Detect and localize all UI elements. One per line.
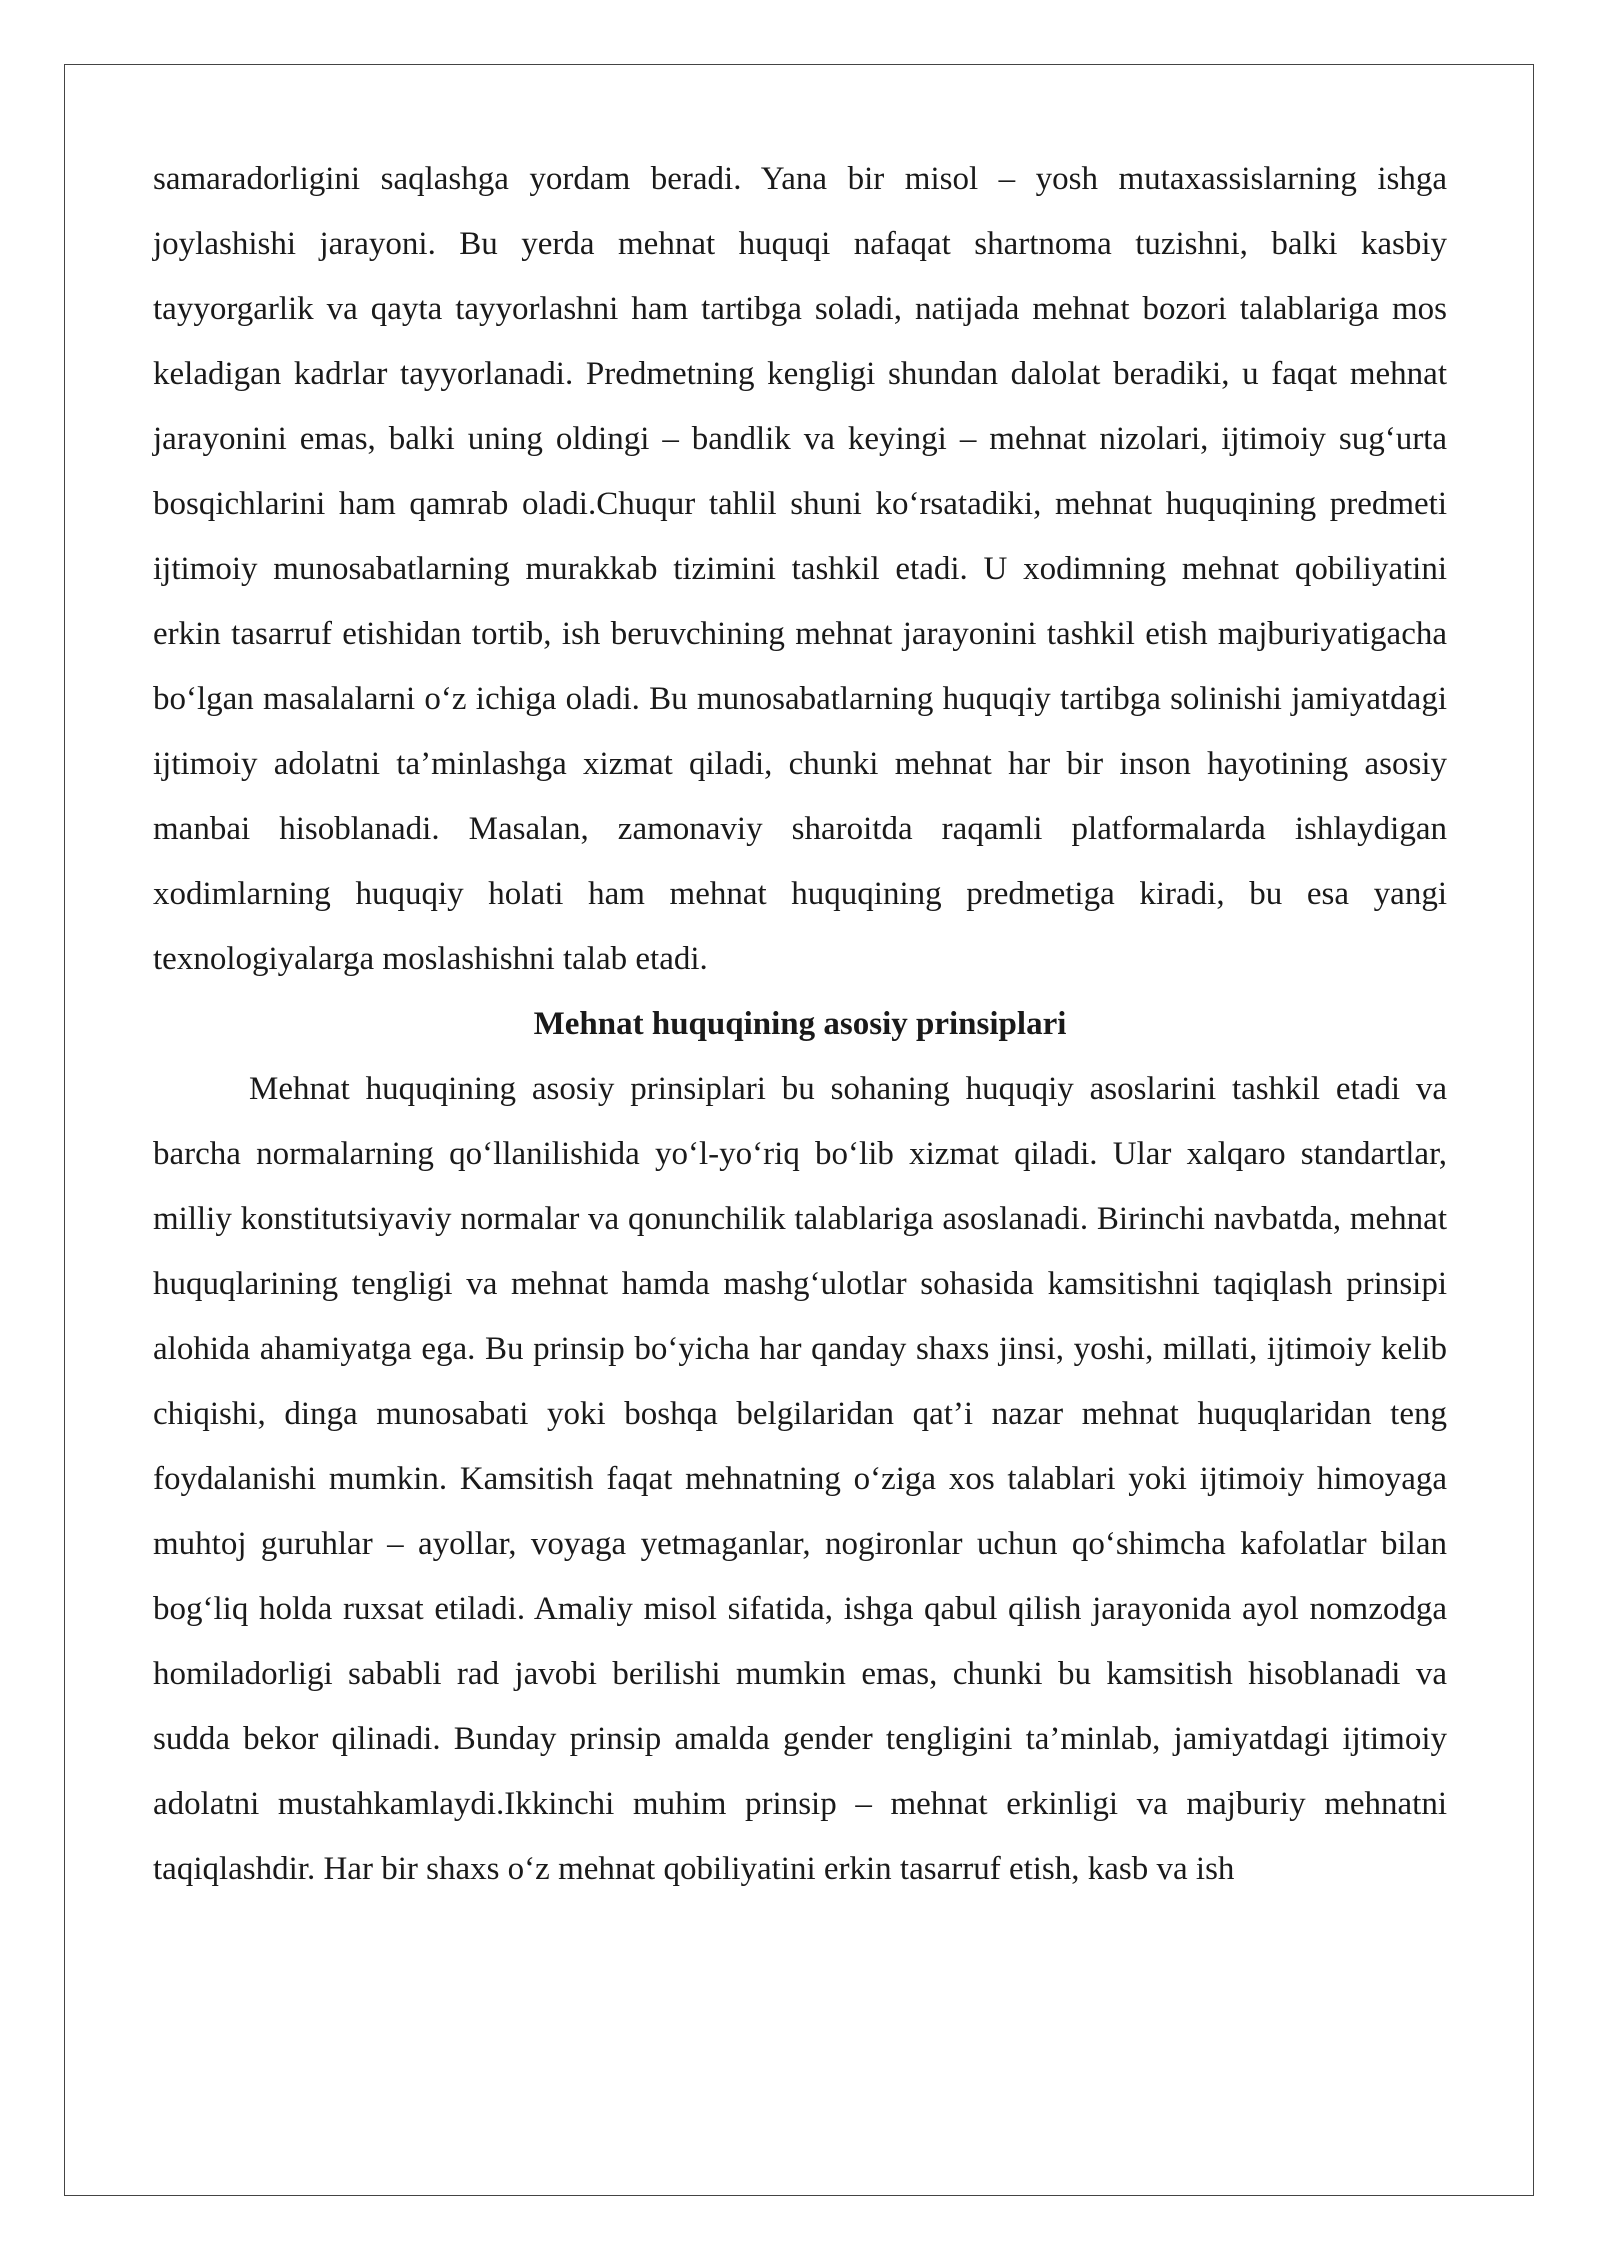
section-heading: Mehnat huquqining asosiy prinsiplari — [533, 1006, 1067, 1042]
paragraph-principles: Mehnat huquqining asosiy prinsiplari bu sohaning huquqiy asoslarini tashkil etadi va barcha normalarning qo‘llanilishida yo‘l-yo‘riq bo‘lib xizmat qiladi. Ular xalqaro standartlar, milliy konstitutsiyaviy normalar va qonunchilik talablariga asoslanadi. Birinchi navbatda, mehnat huquqlarining tengligi va mehnat hamda mashg‘ulotlar sohasida kamsitishni taqiqlash prinsipi alohida ahamiyatga ega. Bu prinsip bo‘yicha har qanday shaxs jinsi, yoshi, millati, ijtimoiy kelib chiqishi, dinga munosabati yoki boshqa belgilaridan qat’i nazar mehnat huquqlaridan teng foydalanishi mumkin. Kamsitish faqat mehnatning o‘ziga xos talablari yoki ijtimoiy himoyaga muhtoj guruhlar – ayollar, voyaga yetmaganlar, nogironlar uchun qo‘shimcha kafolatlar bilan bog‘liq holda ruxsat etiladi. Amaliy misol sifatida, ishga qabul qilish jarayonida ayol nomzodga homiladorligi sababli rad javobi berilishi mumkin emas, chunki bu kamsitish hisoblanadi va sudda bekor qilinadi. Bunday prinsip amalda gender tengligini ta’minlab, jamiyatdagi ijtimoiy adolatni mustahkamlaydi.Ikkinchi muhim prinsip – mehnat erkinligi va majburiy mehnatni taqiqlashdir. Har bir shaxs o‘z mehnat qobiliyatini erkin tasarruf etish, kasb va ish — [153, 1071, 1447, 1887]
document-body — [153, 147, 1447, 1902]
paragraph-continuation: samaradorligini saqlashga yordam beradi. Yana bir misol – yosh mutaxassislarning ishga joylashishi jarayoni. Bu yerda mehnat huquqi nafaqat shartnoma tuzishni, balki kasbiy tayyorgarlik va qayta tayyorlashni ham tartibga soladi, natijada mehnat bozori talablariga mos keladigan kadrlar tayyorlanadi. Predmetning kengligi shundan dalolat beradiki, u faqat mehnat jarayonini emas, balki uning oldingi – bandlik va keyingi – mehnat nizolari, ijtimoiy sug‘urta bosqichlarini ham qamrab oladi.Chuqur tahlil shuni ko‘rsatadiki, mehnat huquqining predmeti ijtimoiy munosabatlarning murakkab tizimini tashkil etadi. U xodimning mehnat qobiliyatini erkin tasarruf etishidan tortib, ish beruvchining mehnat jarayonini tashkil etish majburiyatigacha bo‘lgan masalalarni o‘z ichiga oladi. Bu munosabatlarning huquqiy tartibga solinishi jamiyatdagi ijtimoiy adolatni ta’minlashga xizmat qiladi, chunki mehnat har bir inson hayotining asosiy manbai hisoblanadi. Masalan, zamonaviy sharoitda raqamli platformalarda ishlaydigan xodimlarning huquqiy holati ham mehnat huquqining predmetiga kiradi, bu esa yangi texnologiyalarga moslashishni talab etadi. — [153, 161, 1447, 977]
